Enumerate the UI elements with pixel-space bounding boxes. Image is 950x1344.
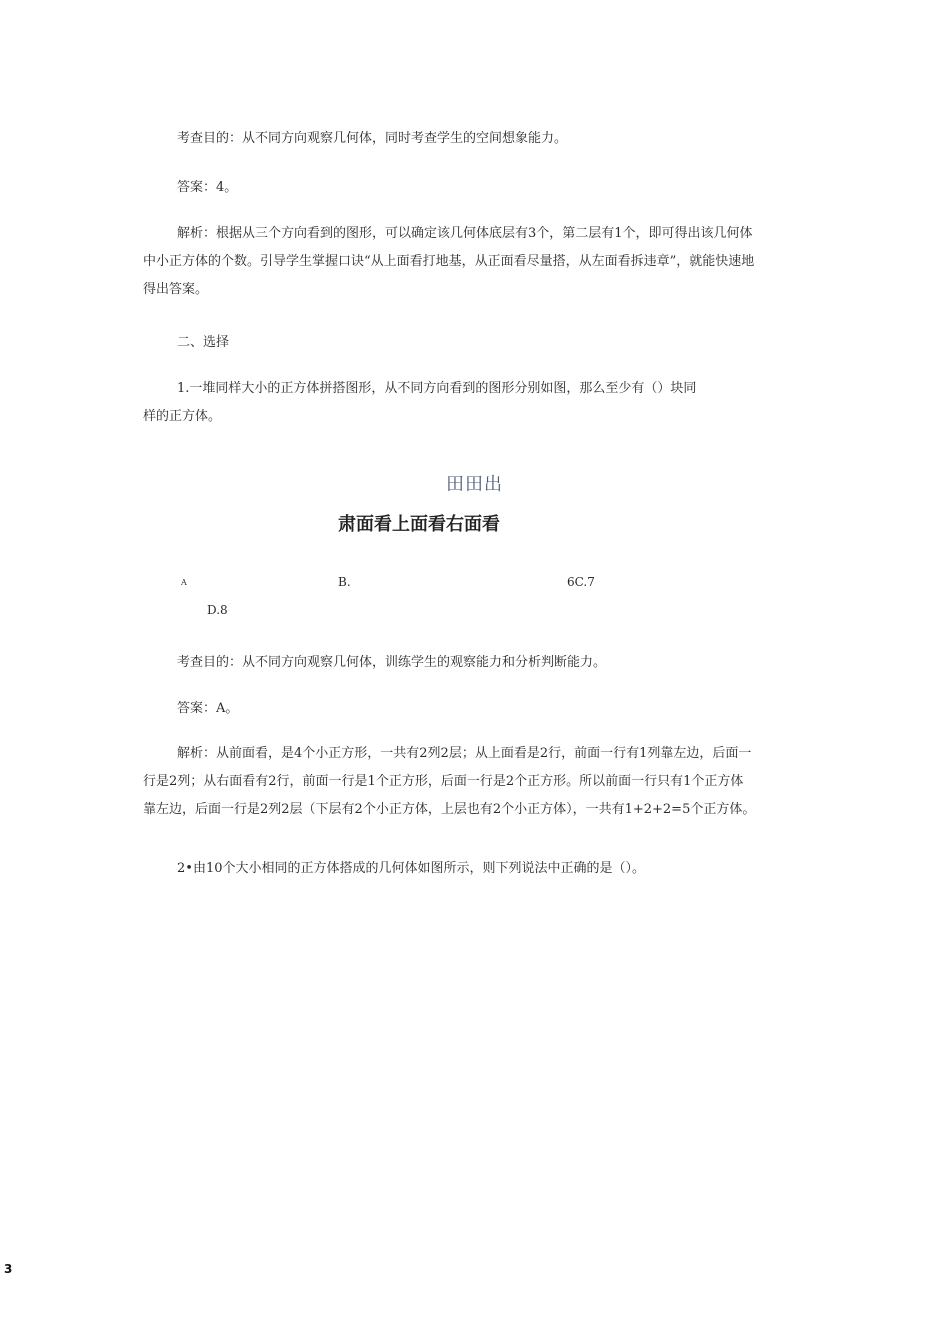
analysis-paragraph-1 bbox=[143, 220, 808, 304]
purpose-line-1: 考查目的：从不同方向观察几何体，同时考查学生的空间想象能力。 bbox=[177, 131, 568, 146]
figure-view-caption: 肃面看上面看右面看 bbox=[338, 514, 500, 535]
option-c: 6C.7 bbox=[567, 575, 595, 589]
analysis-2-line-1: 解析：从前面看，是4个小正方形，一共有2列2层；从上面看是2行，前面一行有1列靠左边，后面一 bbox=[177, 746, 752, 761]
answer-line-2: 答案：A。 bbox=[177, 701, 239, 716]
analysis-2-line-2: 行是2列；从右面看有2行，前面一行是1个正方形，后面一行是2个正方形。所以前面一行只有1个正方体 bbox=[143, 774, 744, 789]
analysis-1-line-2: 中小正方体的个数。引导学生掌握口诀“从上面看打地基，从正面看尽量搭，从左面看拆违章”，就能快速地 bbox=[143, 254, 755, 269]
page-number: 3 bbox=[4, 1262, 13, 1276]
analysis-1-line-3: 得出答案。 bbox=[143, 282, 209, 297]
question-1-stem bbox=[143, 375, 808, 431]
purpose-line-2: 考查目的：从不同方向观察几何体，训练学生的观察能力和分析判断能力。 bbox=[177, 655, 607, 670]
question-1-stem-line-2: 样的正方体。 bbox=[143, 409, 222, 424]
section-heading: 二、选择 bbox=[177, 335, 230, 350]
question-2-stem: 2•由10个大小相同的正方体搭成的几何体如图所示，则下列说法中正确的是（）。 bbox=[177, 861, 645, 876]
option-d: D.8 bbox=[207, 603, 228, 617]
analysis-2-line-3: 靠左边，后面一行是2列2层（下层有2个小正方体，上层也有2个小正方体），一共有1+2+2=5个正方体。 bbox=[143, 802, 756, 817]
question-1-stem-line-1: 1.一堆同样大小的正方体拼搭图形，从不同方向看到的图形分别如图，那么至少有（）块同 bbox=[177, 381, 697, 396]
analysis-paragraph-2 bbox=[143, 740, 808, 824]
figure-view-symbols: 田田出 bbox=[446, 474, 503, 495]
option-a: A bbox=[181, 578, 187, 587]
analysis-1-line-1: 解析：根据从三个方向看到的图形，可以确定该几何体底层有3个，第二层有1个，即可得出该几何体 bbox=[177, 226, 753, 241]
option-b: B. bbox=[338, 575, 351, 589]
answer-line-1: 答案：4。 bbox=[177, 180, 238, 195]
